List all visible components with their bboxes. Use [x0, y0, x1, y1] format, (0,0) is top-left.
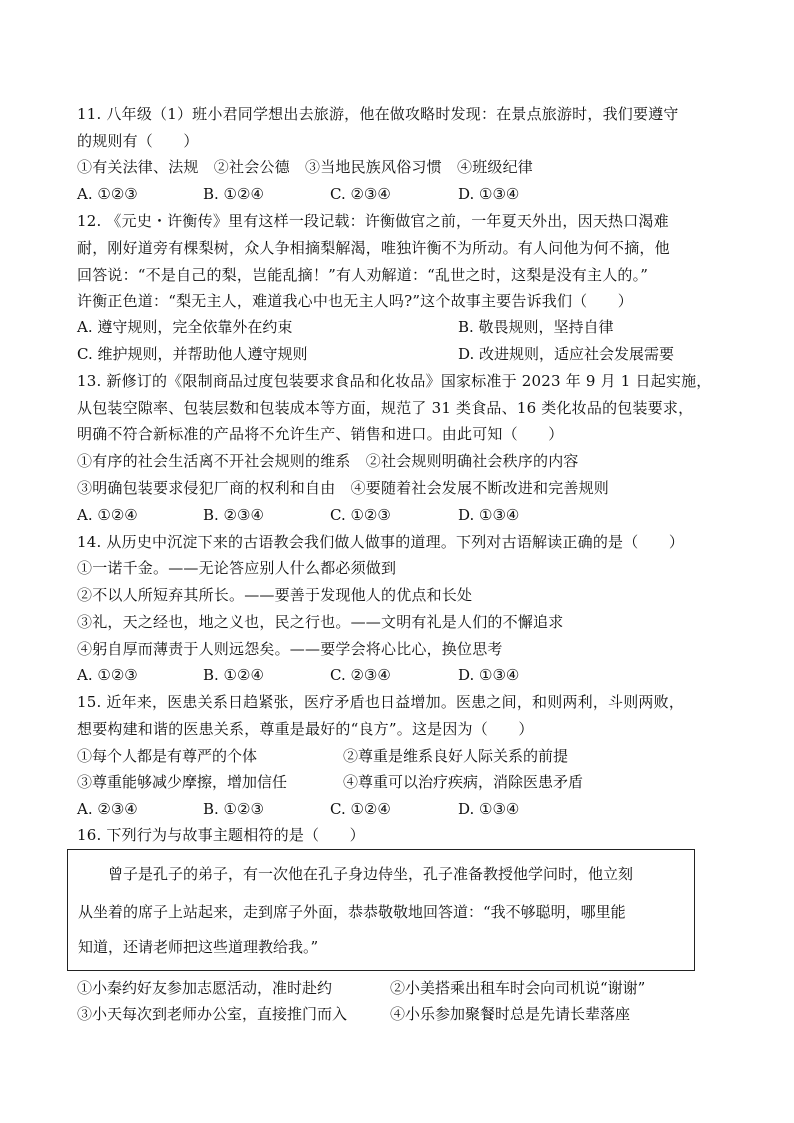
q13-stem-line-2: 从包装空隙率、包装层数和包装成本等方面，规范了 31 类食品、16 类化妆品的包装要求， [77, 399, 694, 417]
q12-stem-line-3: 回答说：“不是自己的梨，岂能乱摘！”有人劝解道：“乱世之时，这梨是没有主人的。” [77, 266, 649, 284]
q13-items-line-1: ①有序的社会生活离不开社会规则的维系 ②社会规则明确社会秩序的内容 [77, 452, 579, 470]
q14-stem: 14. 从历史中沉淀下来的古语教会我们做人做事的道理。下列对古语解读正确的是（ ） [77, 533, 685, 551]
q15-item-2: ②尊重是维系良好人际关系的前提 [343, 747, 569, 765]
q14-item-3: ③礼，天之经也，地之义也，民之行也。——文明有礼是人们的不懈追求 [77, 613, 564, 631]
q14-option-c: C. ②③④ [330, 666, 391, 684]
q11-option-d: D. ①③④ [458, 185, 520, 203]
q16-item-1: ①小秦约好友参加志愿活动，准时赴约 [77, 979, 333, 997]
q15-option-a: A. ②③④ [77, 800, 138, 818]
q12-stem-line-2: 耐，刚好道旁有棵梨树，众人争相摘梨解渴，唯独许衡不为所动。有人问他为何不摘，他 [77, 239, 670, 257]
q16-story-line-1: 曾子是孔子的弟子，有一次他在孔子身边侍坐，孔子准备教授他学问时，他立刻 [108, 865, 634, 883]
q16-item-3: ③小天每次到老师办公室，直接推门而入 [77, 1005, 348, 1023]
q12-option-d: D. 改进规则，适应社会发展需要 [458, 345, 675, 363]
q12-option-c: C. 维护规则，并帮助他人遵守规则 [77, 345, 308, 363]
q16-story-line-2: 从坐着的席子上站起来，走到席子外面，恭恭敬敬地回答道：“我不够聪明，哪里能 [78, 903, 626, 921]
q14-option-a: A. ①②③ [77, 666, 138, 684]
q12-option-a: A. 遵守规则，完全依靠外在约束 [77, 318, 293, 336]
q11-stem-line-2: 的规则有（ ） [77, 132, 199, 150]
q11-option-c: C. ②③④ [330, 185, 391, 203]
q11-option-a: A. ①②③ [77, 185, 138, 203]
q13-stem-line-3: 明确不符合新标准的产品将不允许生产、销售和进口。由此可知（ ） [77, 425, 564, 443]
q11-items: ①有关法律、法规 ②社会公德 ③当地民族风俗习惯 ④班级纪律 [77, 158, 534, 176]
q15-stem-line-1: 15. 近年来，医患关系日趋紧张，医疗矛盾也日益增加。医患之间，和则两利，斗则两败， [77, 693, 685, 711]
q14-item-1: ①一诺千金。——无论答应别人什么都必须做到 [77, 559, 397, 577]
q15-option-c: C. ①②④ [330, 800, 391, 818]
q16-story-line-3: 知道，还请老师把这些道理教给我。” [78, 938, 319, 956]
q16-item-2: ②小美搭乘出租车时会向司机说“谢谢” [390, 979, 646, 997]
q16-story-box [67, 849, 695, 971]
q15-item-4: ④尊重可以治疗疾病，消除医患矛盾 [343, 773, 584, 791]
q13-option-a: A. ①②④ [77, 506, 138, 524]
q14-item-4: ④躬自厚而薄责于人则远怨矣。——要学会将心比心，换位思考 [77, 640, 503, 658]
q14-item-2: ②不以人所短弃其所长。——要善于发现他人的优点和长处 [77, 586, 473, 604]
q16-item-4: ④小乐参加聚餐时总是先请长辈落座 [390, 1005, 631, 1023]
q14-option-b: B. ①②④ [203, 666, 264, 684]
q16-stem: 16. 下列行为与故事主题相符的是（ ） [77, 826, 365, 844]
q11-stem-line-1: 11. 八年级（1）班小君同学想出去旅游，他在做攻略时发现：在景点旅游时，我们要遵守 [77, 105, 679, 123]
q15-option-b: B. ①②③ [203, 800, 264, 818]
q12-stem-line-4: 许衡正色道：“梨无主人，难道我心中也无主人吗?”这个故事主要告诉我们（ ） [77, 292, 633, 310]
q15-item-3: ③尊重能够减少摩擦，增加信任 [77, 773, 288, 791]
q12-option-b: B. 敬畏规则，坚持自律 [458, 318, 614, 336]
q15-option-d: D. ①③④ [458, 800, 520, 818]
q11-option-b: B. ①②④ [203, 185, 264, 203]
q12-stem-line-1: 12. 《元史・许衡传》里有这样一段记载：许衡做官之前，一年夏天外出，因天热口渴难 [77, 212, 669, 230]
q13-option-c: C. ①②③ [330, 506, 391, 524]
q15-stem-line-2: 想要构建和谐的医患关系，尊重是最好的“良方”。这是因为（ ） [77, 720, 534, 738]
q14-option-d: D. ①③④ [458, 666, 520, 684]
q13-option-d: D. ①③④ [458, 506, 520, 524]
q13-stem-line-1: 13. 新修订的《限制商品过度包装要求食品和化妆品》国家标准于 2023 年 9 月 1 日起实施， [77, 372, 712, 390]
q15-item-1: ①每个人都是有尊严的个体 [77, 747, 258, 765]
q13-option-b: B. ②③④ [203, 506, 264, 524]
q13-items-line-2: ③明确包装要求侵犯厂商的权利和自由 ④要随着社会发展不断改进和完善规则 [77, 479, 610, 497]
